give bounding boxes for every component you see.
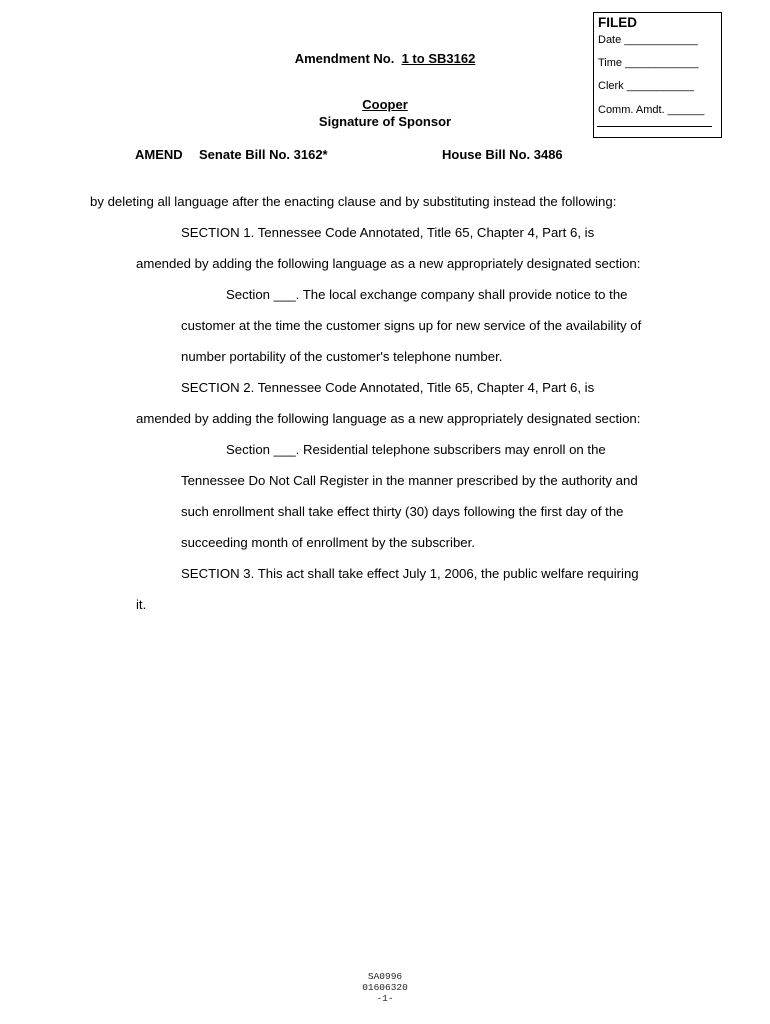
section-2-new-section-line-4: succeeding month of enrollment by the subscriber.: [181, 535, 475, 550]
section-2-new-section-line-1: Section ___. Residential telephone subscribers may enroll on the: [226, 442, 606, 457]
filed-date-field: Date ____________: [598, 34, 698, 46]
filed-time-field: Time ____________: [598, 57, 699, 69]
section-2-text: amended by adding the following language as a new appropriately designated section:: [136, 411, 641, 426]
amendment-prefix: Amendment No.: [294, 51, 395, 66]
amend-label: AMEND: [135, 147, 183, 162]
section-2-new-section-line-3: such enrollment shall take effect thirty (30) days following the first day of the: [181, 504, 624, 519]
footer-code-1: SA0996: [367, 971, 403, 982]
footer-code-2: 01606320: [362, 982, 408, 993]
section-2-new-section-line-2: Tennessee Do Not Call Register in the manner prescribed by the authority and: [181, 473, 638, 488]
section-1-heading: SECTION 1. Tennessee Code Annotated, Title 65, Chapter 4, Part 6, is: [181, 225, 595, 240]
filed-title: FILED: [598, 15, 637, 30]
page-number: -1-: [376, 993, 394, 1004]
amendment-title: [200, 51, 570, 66]
section-1-new-section-line-2: customer at the time the customer signs up for new service of the availability of: [181, 318, 642, 333]
intro-text: by deleting all language after the enacting clause and by substituting instead the following:: [90, 194, 617, 209]
section-3-heading: SECTION 3. This act shall take effect July 1, 2006, the public welfare requiring: [181, 566, 639, 581]
filed-stamp-box: [593, 12, 722, 138]
filed-signature-line: [597, 126, 712, 127]
house-bill-number: House Bill No. 3486: [442, 147, 563, 162]
filed-comm-amdt-field: Comm. Amdt. ______: [598, 104, 705, 116]
section-1-new-section-line-3: number portability of the customer's telephone number.: [181, 349, 503, 364]
section-1-new-section-line-1: Section ___. The local exchange company shall provide notice to the: [226, 287, 628, 302]
senate-bill-number: Senate Bill No. 3162*: [199, 147, 328, 162]
amendment-number: 1 to SB3162: [401, 51, 476, 66]
sponsor-caption: Signature of Sponsor: [318, 114, 452, 129]
section-3-text: it.: [136, 597, 147, 612]
filed-clerk-field: Clerk ___________: [598, 80, 695, 92]
sponsor-name: Cooper: [362, 97, 408, 112]
section-2-heading: SECTION 2. Tennessee Code Annotated, Title 65, Chapter 4, Part 6, is: [181, 380, 595, 395]
section-1-text: amended by adding the following language as a new appropriately designated section:: [136, 256, 641, 271]
footer-code: [335, 971, 435, 1004]
